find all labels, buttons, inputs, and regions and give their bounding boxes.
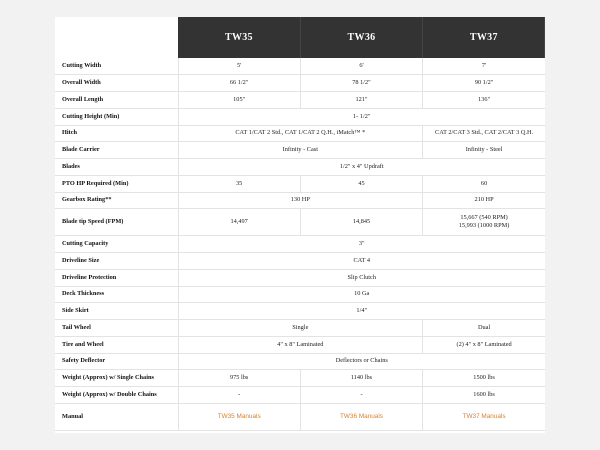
row-label: Cutting Capacity [55, 236, 178, 253]
cell-tw36: 78 1/2" [300, 75, 422, 92]
row-label: Blade tip Speed (FPM) [55, 209, 178, 236]
row-side-skirt [55, 303, 545, 320]
row-label: Tire and Wheel [55, 336, 178, 353]
cell-tw37: 1600 lbs [423, 387, 545, 404]
row-blade-carrier [55, 142, 545, 159]
cell-tw37: 90 1/2" [423, 75, 545, 92]
row-driveline-size [55, 253, 545, 270]
cell-tw37 [423, 403, 545, 430]
row-label: Deck Thickness [55, 286, 178, 303]
row-label: Blades [55, 159, 178, 176]
specifications-table [55, 17, 545, 431]
row-label: Safety Deflector [55, 353, 178, 370]
row-tail-wheel [55, 320, 545, 337]
row-blade-tip-speed [55, 209, 545, 236]
row-label: Side Skirt [55, 303, 178, 320]
cell-tw37: 1500 lbs [423, 370, 545, 387]
row-weight-double-chains [55, 387, 545, 404]
cell-tw35: 975 lbs [178, 370, 300, 387]
row-label: PTO HP Required (Min) [55, 175, 178, 192]
header-blank-cell [55, 17, 178, 58]
cell-tw37: 60 [423, 175, 545, 192]
cell-tw35: - [178, 387, 300, 404]
cell-tw36: 1140 lbs [300, 370, 422, 387]
cell-tw36: 14,845 [300, 209, 422, 236]
cell-tw35 [178, 403, 300, 430]
row-label: Overall Width [55, 75, 178, 92]
row-label: Driveline Protection [55, 269, 178, 286]
row-overall-width [55, 75, 545, 92]
row-label: Overall Length [55, 92, 178, 109]
cell-all-models: 10 Ga [178, 286, 545, 303]
cell-tw35: 66 1/2" [178, 75, 300, 92]
row-label: Weight (Approx) w/ Single Chains [55, 370, 178, 387]
cell-all-models: 1/4" [178, 303, 545, 320]
cell-tw36: 45 [300, 175, 422, 192]
row-tire-wheel [55, 336, 545, 353]
row-hitch [55, 125, 545, 142]
cell-tw36: 121" [300, 92, 422, 109]
row-label: Manual [55, 403, 178, 430]
row-blades [55, 159, 545, 176]
tw36-manuals-link[interactable]: TW36 Manuals [340, 412, 383, 420]
cell-tw35: 105" [178, 92, 300, 109]
cell-tw36: - [300, 387, 422, 404]
header-row [55, 17, 545, 58]
row-cutting-capacity [55, 236, 545, 253]
row-label: Hitch [55, 125, 178, 142]
spec-sheet [55, 17, 545, 433]
cell-tw37: Dual [423, 320, 545, 337]
cell-all-models: 1- 1/2" [178, 108, 545, 125]
cell-tw37: CAT 2/CAT 3 Std., CAT 2/CAT 3 Q.H. [423, 125, 545, 142]
row-label: Driveline Size [55, 253, 178, 270]
row-manual [55, 403, 545, 430]
cell-tw37: 210 HP [423, 192, 545, 209]
cell-tw36 [300, 403, 422, 430]
row-deck-thickness [55, 286, 545, 303]
row-label: Cutting Height (Min) [55, 108, 178, 125]
cell-all-models: Deflectors or Chains [178, 353, 545, 370]
model-header-tw37: TW37 [423, 17, 545, 58]
cell-tw35-tw36: Infinity - Cast [178, 142, 423, 159]
cell-tw35: 14,497 [178, 209, 300, 236]
cell-tw35: 35 [178, 175, 300, 192]
cell-tw37 [423, 209, 545, 236]
cell-tw37: (2) 4" x 8" Laminated [423, 336, 545, 353]
row-safety-deflector [55, 353, 545, 370]
row-label: Cutting Width [55, 58, 178, 75]
row-label: Blade Carrier [55, 142, 178, 159]
row-overall-length [55, 92, 545, 109]
cell-tw35-tw36: 4" x 8" Laminated [178, 336, 423, 353]
row-cutting-height [55, 108, 545, 125]
speed-540-rpm: 15,667 (540 RPM) [460, 214, 508, 222]
model-header-tw36: TW36 [300, 17, 422, 58]
speed-1000-rpm: 15,993 (1000 RPM) [458, 222, 510, 230]
cell-all-models: CAT 4 [178, 253, 545, 270]
row-gearbox-rating [55, 192, 545, 209]
row-weight-single-chains [55, 370, 545, 387]
cell-all-models: Slip Clutch [178, 269, 545, 286]
row-label: Gearbox Rating** [55, 192, 178, 209]
cell-all-models: 3" [178, 236, 545, 253]
cell-tw35: 5' [178, 58, 300, 75]
cell-tw35-tw36: Single [178, 320, 423, 337]
cell-tw35-tw36: CAT 1/CAT 2 Std., CAT 1/CAT 2 Q.H., iMatch™ * [178, 125, 423, 142]
cell-all-models: 1/2" x 4" Updraft [178, 159, 545, 176]
tw37-manuals-link[interactable]: TW37 Manuals [462, 412, 506, 420]
cell-tw36: 6' [300, 58, 422, 75]
cell-tw35-tw36: 130 HP [178, 192, 423, 209]
row-pto-hp [55, 175, 545, 192]
tw35-manuals-link[interactable]: TW35 Manuals [217, 412, 261, 420]
row-label: Tail Wheel [55, 320, 178, 337]
cell-tw37: Infinity - Steel [423, 142, 545, 159]
cell-tw37: 136" [423, 92, 545, 109]
row-cutting-width [55, 58, 545, 75]
model-header-tw35: TW35 [178, 17, 300, 58]
row-label: Weight (Approx) w/ Double Chains [55, 387, 178, 404]
row-driveline-protection [55, 269, 545, 286]
cell-tw37: 7' [423, 58, 545, 75]
